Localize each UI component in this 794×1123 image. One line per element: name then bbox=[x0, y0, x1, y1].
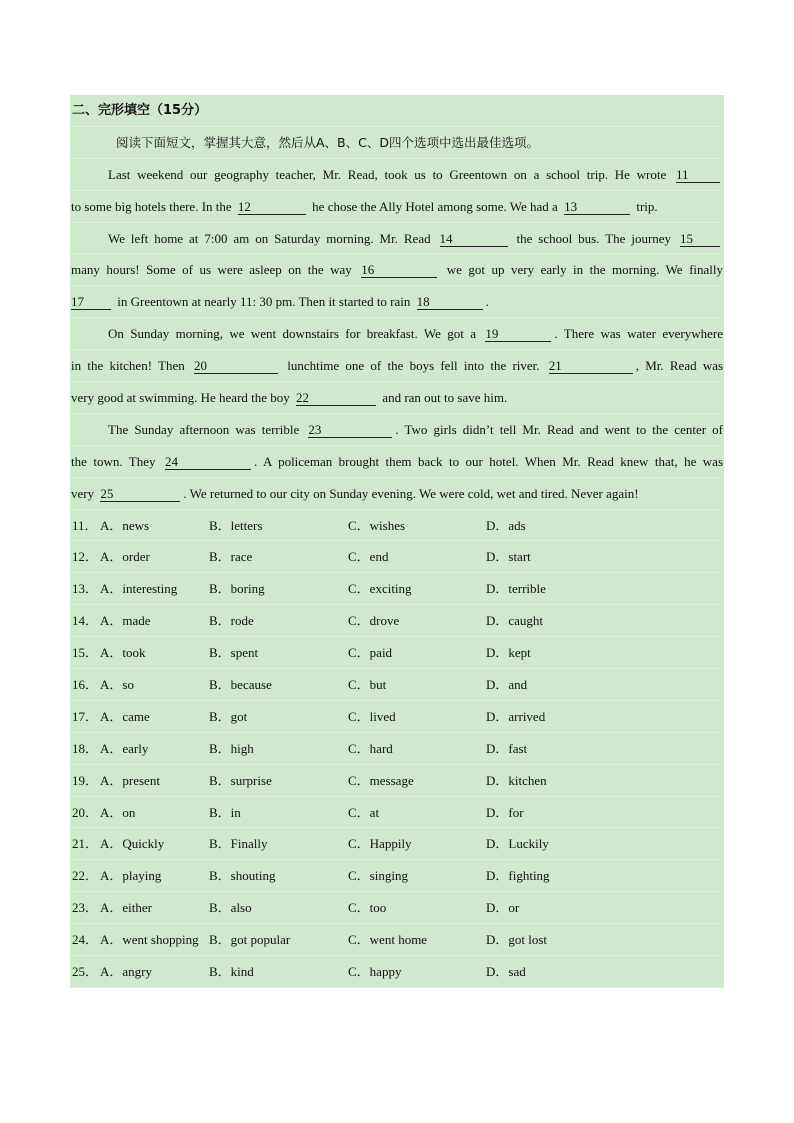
passage-line bbox=[70, 478, 724, 510]
option-d[interactable]: D．got lost bbox=[486, 932, 548, 948]
question-number: 15． bbox=[72, 645, 99, 661]
option-a[interactable]: A．early bbox=[100, 740, 149, 756]
passage-line bbox=[70, 223, 724, 255]
question-row-24 bbox=[70, 924, 724, 956]
option-d[interactable]: D．caught bbox=[486, 613, 544, 629]
question-row-15 bbox=[70, 637, 724, 669]
instruction: 阅读下面短文，掌握其大意，然后从A、B、C、D四个选项中选出最佳选项。 bbox=[70, 127, 724, 159]
option-b[interactable]: B．surprise bbox=[209, 772, 272, 788]
option-b[interactable]: B．in bbox=[209, 804, 241, 820]
blank-14: 14 bbox=[440, 232, 508, 247]
question-number: 11． bbox=[72, 517, 98, 533]
question-number: 13． bbox=[72, 581, 99, 597]
passage-line bbox=[70, 414, 724, 446]
question-number: 16． bbox=[72, 677, 99, 693]
option-c[interactable]: C．went home bbox=[348, 932, 428, 948]
option-a[interactable]: A．went shopping bbox=[100, 932, 199, 948]
question-row-20 bbox=[70, 797, 724, 829]
blank-13: 13 bbox=[564, 200, 630, 215]
option-b[interactable]: B．rode bbox=[209, 613, 254, 629]
passage-text: very good at swimming. He heard the boy bbox=[71, 390, 290, 406]
question-row-16 bbox=[70, 669, 724, 701]
option-c[interactable]: C．but bbox=[348, 677, 387, 693]
passage-text: . We returned to our city on Sunday evening. We were cold, wet and tired. Never again! bbox=[183, 485, 639, 501]
option-c[interactable]: C．singing bbox=[348, 868, 408, 884]
question-row-22 bbox=[70, 860, 724, 892]
passage-line bbox=[70, 350, 724, 382]
passage-text: . Two girls didn’t tell Mr. Read and went to the center of bbox=[395, 421, 724, 437]
option-d[interactable]: D．arrived bbox=[486, 708, 546, 724]
option-d[interactable]: D．sad bbox=[486, 964, 526, 980]
option-a[interactable]: A．angry bbox=[100, 964, 152, 980]
option-d[interactable]: D．fast bbox=[486, 740, 528, 756]
question-number: 17． bbox=[72, 708, 99, 724]
question-number: 25． bbox=[72, 964, 99, 980]
option-a[interactable]: A．took bbox=[100, 645, 146, 661]
option-b[interactable]: B．also bbox=[209, 900, 252, 916]
blank-24: 24 bbox=[165, 455, 251, 470]
option-a[interactable]: A．Quickly bbox=[100, 836, 165, 852]
option-b[interactable]: B．shouting bbox=[209, 868, 276, 884]
option-d[interactable]: D．ads bbox=[486, 517, 526, 533]
passage-line bbox=[70, 254, 724, 286]
passage-text: lunchtime one of the boys fell into the river. bbox=[287, 358, 540, 374]
option-c[interactable]: C．end bbox=[348, 549, 389, 565]
passage-text: he chose the Ally Hotel among some. We had a bbox=[312, 198, 558, 214]
option-a[interactable]: A．order bbox=[100, 549, 150, 565]
question-number: 22． bbox=[72, 868, 99, 884]
question-row-25 bbox=[70, 956, 724, 988]
option-c[interactable]: C．wishes bbox=[348, 517, 406, 533]
option-a[interactable]: A．so bbox=[100, 677, 134, 693]
question-number: 21． bbox=[72, 836, 99, 852]
blank-25: 25 bbox=[100, 487, 180, 502]
question-number: 19． bbox=[72, 772, 99, 788]
question-row-18 bbox=[70, 733, 724, 765]
passage-text: the town. They bbox=[71, 453, 156, 469]
passage-line bbox=[70, 382, 724, 414]
option-a[interactable]: A．interesting bbox=[100, 581, 178, 597]
passage-line bbox=[70, 286, 724, 318]
option-b[interactable]: B．letters bbox=[209, 517, 263, 533]
option-a[interactable]: A．present bbox=[100, 772, 160, 788]
question-row-14 bbox=[70, 605, 724, 637]
passage-text: . There was water everywhere bbox=[554, 326, 723, 342]
question-number: 23． bbox=[72, 900, 99, 916]
option-d[interactable]: D．Luckily bbox=[486, 836, 549, 852]
option-c[interactable]: C．Happily bbox=[348, 836, 412, 852]
passage-text: The Sunday afternoon was terrible bbox=[108, 421, 300, 437]
blank-16: 16 bbox=[361, 263, 437, 278]
question-row-11 bbox=[70, 510, 724, 542]
option-d[interactable]: D．or bbox=[486, 900, 520, 916]
passage-text: . bbox=[485, 294, 489, 310]
cloze-section bbox=[70, 95, 724, 988]
option-b[interactable]: B．spent bbox=[209, 645, 259, 661]
option-b[interactable]: B．kind bbox=[209, 964, 254, 980]
option-d[interactable]: D．terrible bbox=[486, 581, 546, 597]
passage-text: we got up very early in the morning. We finally bbox=[446, 262, 723, 278]
passage-text: and ran out to save him. bbox=[382, 390, 508, 406]
option-c[interactable]: C．happy bbox=[348, 964, 402, 980]
passage-text: many hours! Some of us were asleep on the way bbox=[71, 262, 352, 278]
question-number: 12． bbox=[72, 549, 99, 565]
option-a[interactable]: A．either bbox=[100, 900, 152, 916]
question-row-13 bbox=[70, 573, 724, 605]
question-row-21 bbox=[70, 828, 724, 860]
question-row-12 bbox=[70, 541, 724, 573]
passage-text: the school bus. The journey bbox=[516, 230, 672, 246]
question-number: 18． bbox=[72, 740, 99, 756]
passage-text: in the kitchen! Then bbox=[71, 358, 185, 374]
passage-text: to some big hotels there. In the bbox=[71, 198, 232, 214]
passage-line bbox=[70, 159, 724, 191]
question-row-19 bbox=[70, 765, 724, 797]
option-c[interactable]: C．exciting bbox=[348, 581, 412, 597]
blank-19: 19 bbox=[485, 327, 551, 342]
option-b[interactable]: B．boring bbox=[209, 581, 265, 597]
option-b[interactable]: B．high bbox=[209, 740, 254, 756]
blank-12: 12 bbox=[238, 200, 306, 215]
blank-11: 11 bbox=[676, 168, 720, 183]
option-a[interactable]: A．came bbox=[100, 708, 150, 724]
blank-17: 17 bbox=[71, 295, 111, 310]
option-c[interactable]: C．at bbox=[348, 804, 380, 820]
passage-text: trip. bbox=[636, 198, 658, 214]
passage-line bbox=[70, 191, 724, 223]
blank-22: 22 bbox=[296, 391, 376, 406]
option-c[interactable]: C．lived bbox=[348, 708, 396, 724]
passage-line bbox=[70, 446, 724, 478]
question-number: 20． bbox=[72, 804, 99, 820]
passage-line bbox=[70, 318, 724, 350]
passage-text: On Sunday morning, we went downstairs for breakfast. We got a bbox=[108, 326, 477, 342]
passage-text: in Greentown at nearly 11: 30 pm. Then it started to rain bbox=[117, 294, 411, 310]
passage-text: very bbox=[71, 485, 95, 501]
question-row-17 bbox=[70, 701, 724, 733]
option-a[interactable]: A．on bbox=[100, 804, 136, 820]
question-number: 24． bbox=[72, 932, 99, 948]
question-row-23 bbox=[70, 892, 724, 924]
blank-20: 20 bbox=[194, 359, 278, 374]
option-c[interactable]: C．paid bbox=[348, 645, 393, 661]
option-b[interactable]: B．got bbox=[209, 708, 248, 724]
option-c[interactable]: C．message bbox=[348, 772, 414, 788]
blank-18: 18 bbox=[417, 295, 483, 310]
option-b[interactable]: B．Finally bbox=[209, 836, 268, 852]
option-c[interactable]: C．too bbox=[348, 900, 387, 916]
passage-text: , Mr. Read was bbox=[635, 358, 724, 374]
option-c[interactable]: C．hard bbox=[348, 740, 393, 756]
passage-text: . A policeman brought them back to our hotel. When Mr. Read knew that, he was bbox=[253, 453, 724, 469]
section-title: 二、完形填空（15分） bbox=[70, 95, 724, 127]
option-a[interactable]: A．playing bbox=[100, 868, 162, 884]
option-b[interactable]: B．because bbox=[209, 677, 272, 693]
option-d[interactable]: D．kept bbox=[486, 645, 531, 661]
passage-text: Last weekend our geography teacher, Mr. Read, took us to Greentown on a school trip. He wrote bbox=[108, 166, 667, 182]
option-d[interactable]: D．fighting bbox=[486, 868, 550, 884]
option-a[interactable]: A．made bbox=[100, 613, 151, 629]
option-d[interactable]: D．start bbox=[486, 549, 531, 565]
blank-23: 23 bbox=[308, 423, 392, 438]
option-d[interactable]: D．kitchen bbox=[486, 772, 547, 788]
option-b[interactable]: B．race bbox=[209, 549, 253, 565]
option-b[interactable]: B．got popular bbox=[209, 932, 291, 948]
passage-text: We left home at 7:00 am on Saturday morning. Mr. Read bbox=[108, 230, 431, 246]
option-d[interactable]: D．and bbox=[486, 677, 528, 693]
blank-21: 21 bbox=[549, 359, 633, 374]
blank-15: 15 bbox=[680, 232, 720, 247]
option-c[interactable]: C．drove bbox=[348, 613, 400, 629]
question-number: 14． bbox=[72, 613, 99, 629]
option-d[interactable]: D．for bbox=[486, 804, 524, 820]
option-a[interactable]: A．news bbox=[100, 517, 150, 533]
